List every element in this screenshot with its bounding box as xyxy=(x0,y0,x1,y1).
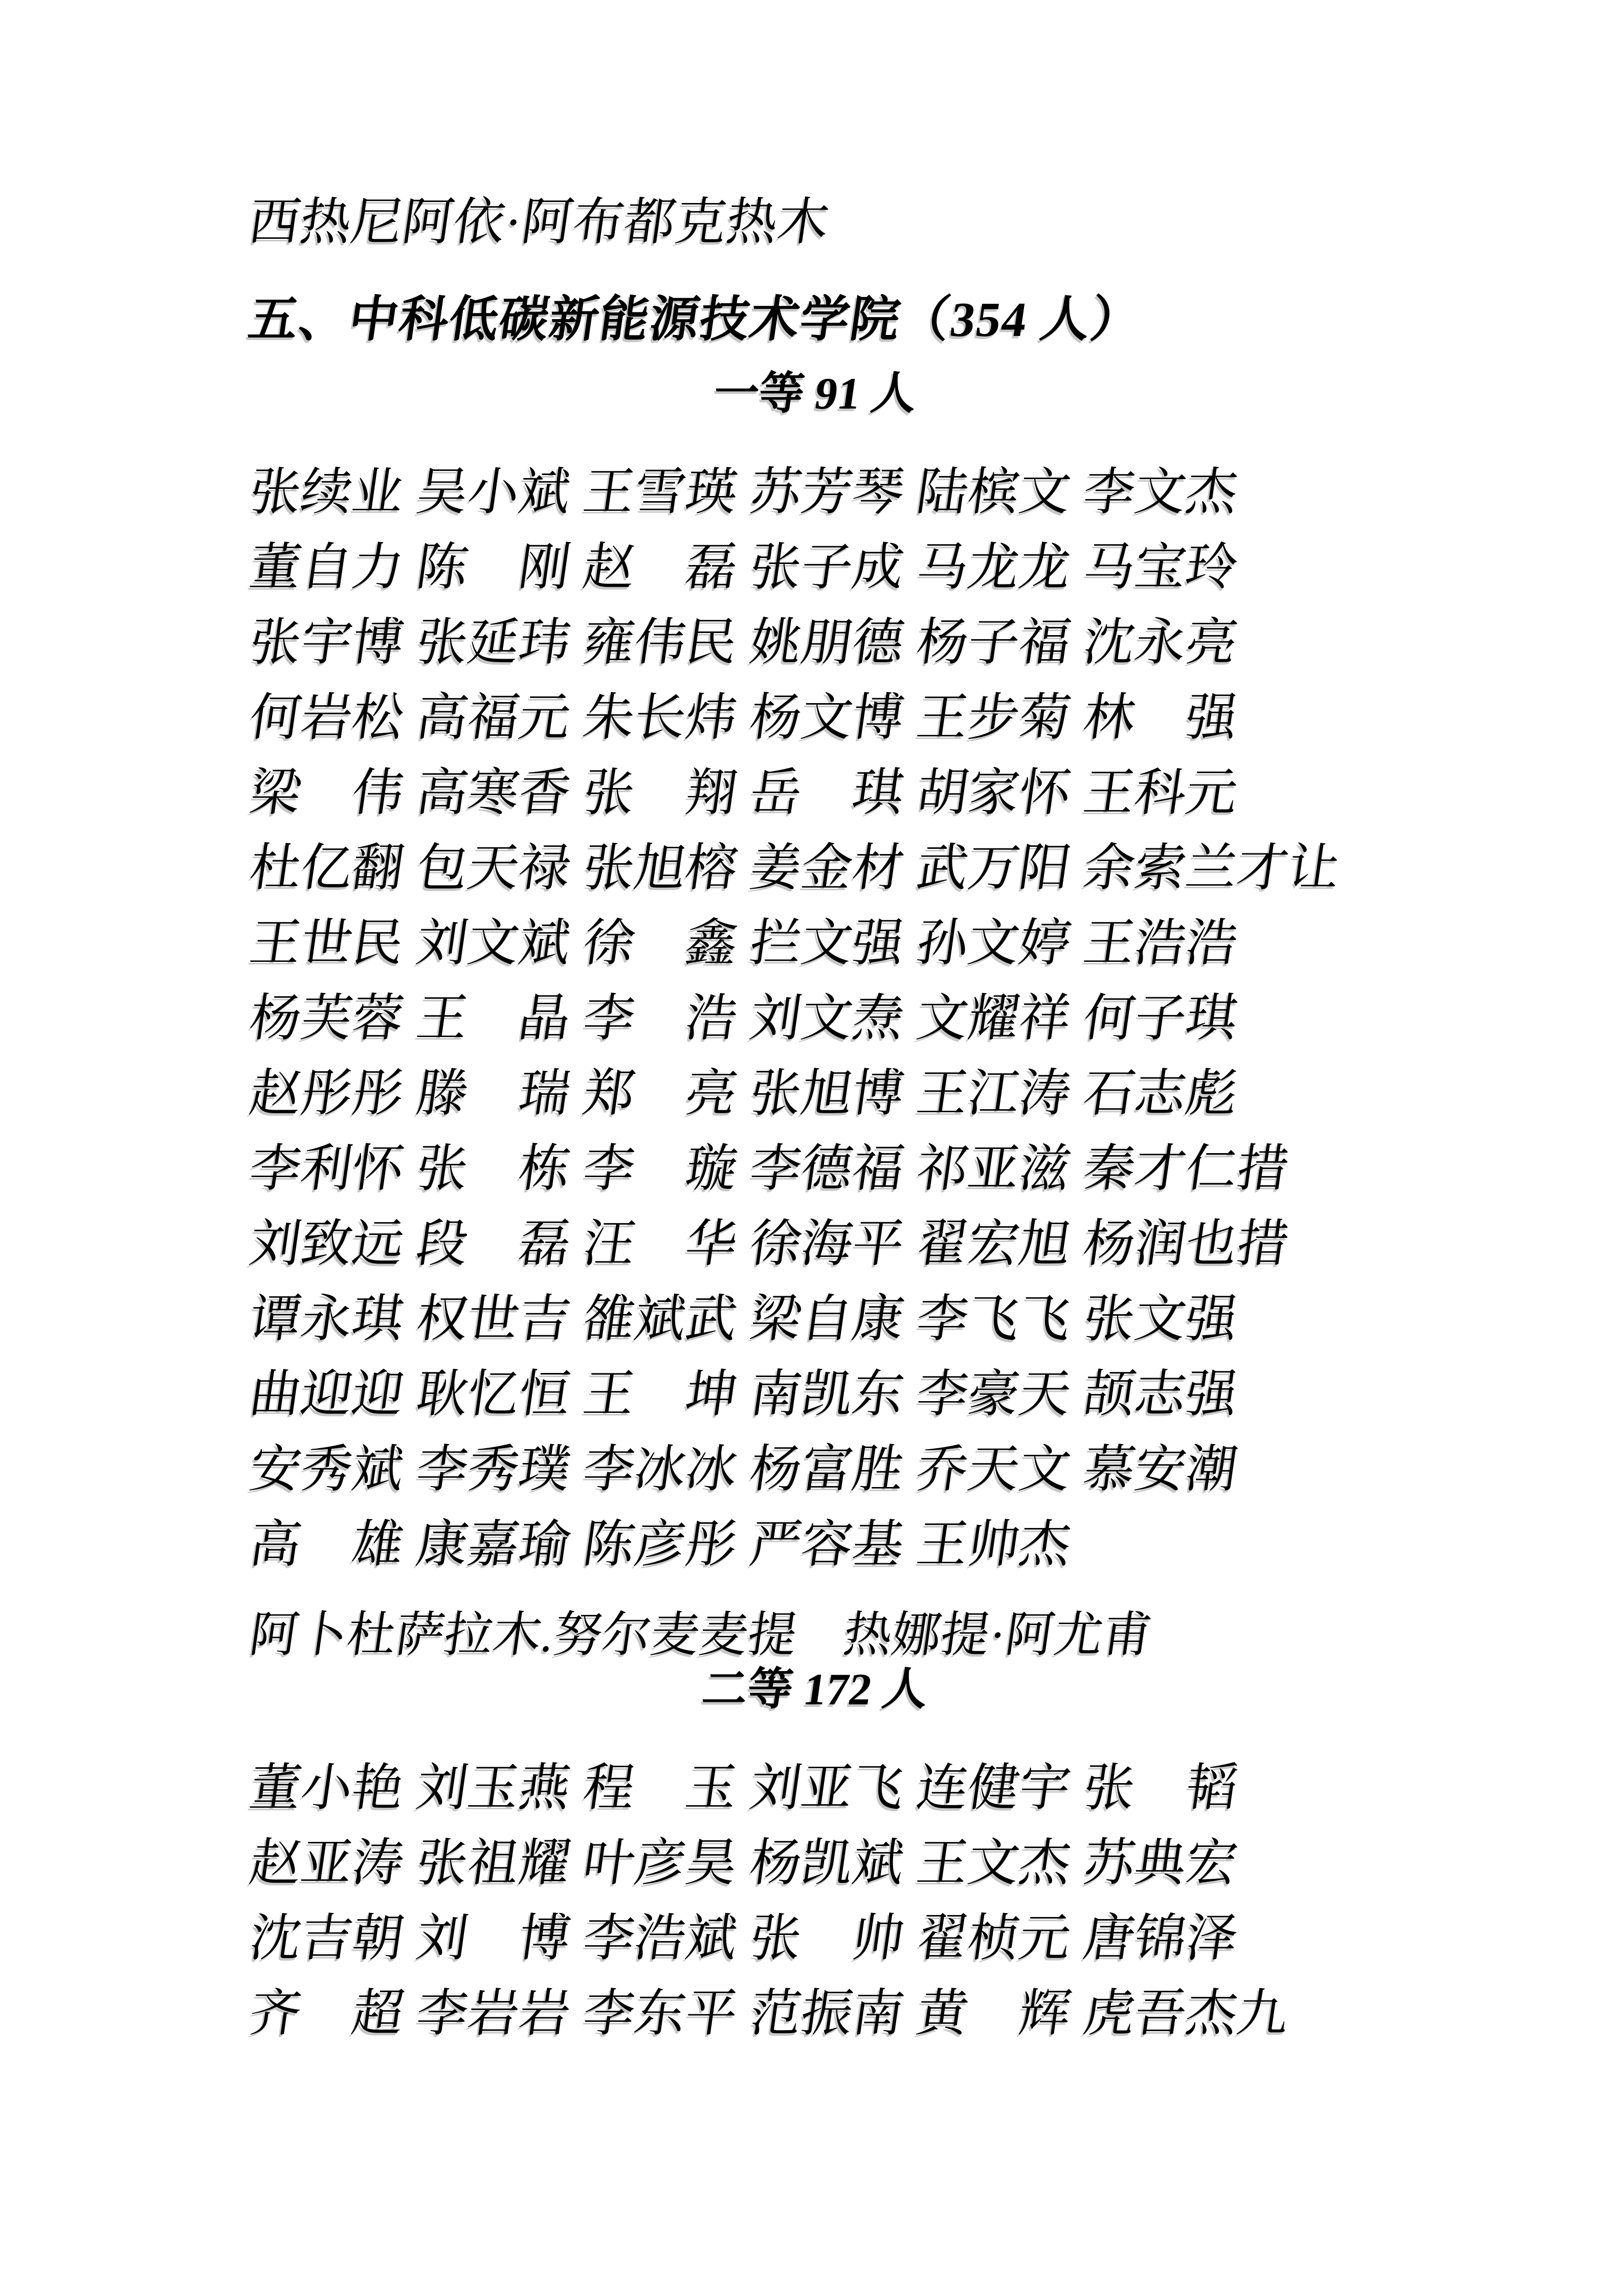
student-name: 马宝玲 xyxy=(1080,539,1241,596)
student-name: 王步菊 xyxy=(913,689,1075,747)
student-name: 南凯东 xyxy=(746,1366,908,1423)
group-header-second-class: 二等 172 人 xyxy=(699,1665,931,1715)
group-second-class xyxy=(246,1665,1471,2046)
student-name: 王浩浩 xyxy=(1080,915,1241,972)
student-name: 李浩斌 xyxy=(580,1910,741,1967)
student-name: 徐海平 xyxy=(746,1215,908,1273)
student-name: 张延玮 xyxy=(413,614,574,671)
student-name: 秦才仁措 xyxy=(1080,1140,1293,1198)
student-name: 胡家怀 xyxy=(913,764,1075,822)
name-row xyxy=(246,600,1481,675)
student-name: 吴小斌 xyxy=(413,464,574,521)
student-name: 文耀祥 xyxy=(913,990,1075,1047)
student-name: 郑 亮 xyxy=(580,1065,741,1122)
name-row xyxy=(246,1745,1481,1820)
name-row xyxy=(246,1502,1481,1577)
orphan-name-line: 西热尼阿依·阿布都克热木 xyxy=(245,194,833,251)
student-name: 马龙龙 xyxy=(913,539,1075,596)
student-name: 姜金材 xyxy=(746,840,908,897)
student-name: 苏典宏 xyxy=(1080,1835,1241,1892)
student-name: 何子琪 xyxy=(1080,990,1241,1047)
name-row xyxy=(246,1971,1481,2046)
student-name: 李秀璞 xyxy=(413,1441,574,1498)
name-list-first-class xyxy=(246,449,1471,1668)
student-name: 梁自康 xyxy=(746,1291,908,1348)
student-name: 张 栋 xyxy=(413,1140,574,1198)
student-name: 段 磊 xyxy=(413,1215,574,1273)
student-name: 苏芳琴 xyxy=(746,464,908,521)
name-row xyxy=(246,750,1481,825)
student-name: 张子成 xyxy=(746,539,908,596)
name-row xyxy=(246,1427,1481,1502)
student-name: 王文杰 xyxy=(913,1835,1075,1892)
student-name: 何岩松 xyxy=(246,689,408,747)
student-name: 雍伟民 xyxy=(580,614,741,671)
student-name: 慕安潮 xyxy=(1080,1441,1241,1498)
student-name: 曲迎迎 xyxy=(246,1366,408,1423)
student-name: 杨子福 xyxy=(913,614,1075,671)
student-name: 刘亚飞 xyxy=(746,1760,908,1817)
student-name: 梁 伟 xyxy=(246,764,408,822)
student-name: 李东平 xyxy=(580,1985,741,2042)
student-name: 张旭博 xyxy=(746,1065,908,1122)
name-row xyxy=(246,1201,1481,1276)
student-name: 乔天文 xyxy=(913,1441,1075,1498)
student-name: 王雪瑛 xyxy=(580,464,741,521)
name-row xyxy=(246,1592,1481,1668)
student-name: 翟宏旭 xyxy=(913,1215,1075,1273)
student-name: 陆槟文 xyxy=(913,464,1075,521)
student-name: 张 帅 xyxy=(746,1910,908,1967)
name-row xyxy=(246,1896,1481,1971)
name-row xyxy=(246,976,1481,1051)
student-name: 刘致远 xyxy=(246,1215,408,1273)
student-name: 余索兰才让 xyxy=(1080,840,1344,897)
name-row xyxy=(246,525,1481,600)
student-name: 高 雄 xyxy=(246,1516,408,1573)
student-name: 沈永亮 xyxy=(1080,614,1241,671)
student-name: 严容基 xyxy=(746,1516,908,1573)
student-name: 翟桢元 xyxy=(913,1910,1075,1967)
student-name: 王 晶 xyxy=(413,990,574,1047)
student-name: 李德福 xyxy=(746,1140,908,1198)
name-row xyxy=(246,675,1481,750)
student-name: 汪 华 xyxy=(580,1215,741,1273)
student-name: 祁亚滋 xyxy=(913,1140,1075,1198)
student-name: 包天禄 xyxy=(413,840,574,897)
student-name: 耿忆恒 xyxy=(413,1366,574,1423)
student-name: 连健宇 xyxy=(913,1760,1075,1817)
name-row xyxy=(246,1820,1481,1896)
student-name: 刘文焘 xyxy=(746,990,908,1047)
student-name: 谭永琪 xyxy=(246,1291,408,1348)
student-name: 杨润也措 xyxy=(1080,1215,1293,1273)
student-name: 范振南 xyxy=(746,1985,908,2042)
student-name: 张宇博 xyxy=(246,614,408,671)
name-row xyxy=(246,1126,1481,1201)
student-name: 董自力 xyxy=(246,539,408,596)
name-row xyxy=(246,825,1481,901)
student-name: 滕 瑞 xyxy=(413,1065,574,1122)
name-row xyxy=(246,901,1481,976)
student-name: 董小艳 xyxy=(246,1760,408,1817)
student-name: 高福元 xyxy=(413,689,574,747)
student-name: 赵彤彤 xyxy=(246,1065,408,1122)
student-name: 张文强 xyxy=(1080,1291,1241,1348)
student-name: 虎吾杰九 xyxy=(1080,1985,1293,2042)
section-title: 五、中科低碳新能源技术学院（354 人） xyxy=(245,292,1145,347)
student-name: 齐 超 xyxy=(246,1985,408,2042)
student-name: 武万阳 xyxy=(913,840,1075,897)
student-name: 阿卜杜萨拉木.努尔麦麦提 xyxy=(246,1607,801,1662)
student-name: 赵亚涛 xyxy=(246,1835,408,1892)
student-name: 颉志强 xyxy=(1080,1366,1241,1423)
student-name: 刘玉燕 xyxy=(413,1760,574,1817)
student-name: 李冰冰 xyxy=(580,1441,741,1498)
student-name: 雒斌武 xyxy=(580,1291,741,1348)
group-header-first-class: 一等 91 人 xyxy=(710,369,920,419)
student-name: 姚朋德 xyxy=(746,614,908,671)
student-name: 李飞飞 xyxy=(913,1291,1075,1348)
student-name: 张祖耀 xyxy=(413,1835,574,1892)
student-name: 石志彪 xyxy=(1080,1065,1241,1122)
student-name: 王帅杰 xyxy=(913,1516,1075,1573)
student-name: 李文杰 xyxy=(1080,464,1241,521)
name-list-second-class xyxy=(246,1745,1471,2046)
student-name: 张旭榕 xyxy=(580,840,741,897)
student-name: 叶彦昊 xyxy=(580,1835,741,1892)
student-name: 刘 博 xyxy=(413,1910,574,1967)
student-name: 安秀斌 xyxy=(246,1441,408,1498)
student-name: 黄 辉 xyxy=(913,1985,1075,2042)
student-name: 拦文强 xyxy=(746,915,908,972)
student-name: 康嘉瑜 xyxy=(413,1516,574,1573)
student-name: 张 翔 xyxy=(580,764,741,822)
student-name: 林 强 xyxy=(1080,689,1241,747)
student-name: 杨芙蓉 xyxy=(246,990,408,1047)
student-name: 朱长炜 xyxy=(580,689,741,747)
name-row xyxy=(246,449,1481,525)
student-name: 高寒香 xyxy=(413,764,574,822)
student-name: 唐锦泽 xyxy=(1080,1910,1241,1967)
student-name: 孙文婷 xyxy=(913,915,1075,972)
student-name: 热娜提·阿尤甫 xyxy=(840,1607,1155,1662)
student-name: 李 浩 xyxy=(580,990,741,1047)
student-name: 张续业 xyxy=(246,464,408,521)
student-name: 王世民 xyxy=(246,915,408,972)
student-name: 岳 琪 xyxy=(746,764,908,822)
student-name: 杜亿翻 xyxy=(246,840,408,897)
student-name: 陈彦彤 xyxy=(580,1516,741,1573)
student-name: 王江涛 xyxy=(913,1065,1075,1122)
student-name: 杨富胜 xyxy=(746,1441,908,1498)
student-name: 王科元 xyxy=(1080,764,1241,822)
group-first-class xyxy=(246,369,1471,1668)
student-name: 李岩岩 xyxy=(413,1985,574,2042)
student-name: 李利怀 xyxy=(246,1140,408,1198)
student-name: 赵 磊 xyxy=(580,539,741,596)
name-row xyxy=(246,1352,1481,1427)
student-name: 张 韬 xyxy=(1080,1760,1241,1817)
student-name: 沈吉朝 xyxy=(246,1910,408,1967)
student-name: 杨凯斌 xyxy=(746,1835,908,1892)
name-row xyxy=(246,1051,1481,1126)
student-name: 刘文斌 xyxy=(413,915,574,972)
student-name: 权世吉 xyxy=(413,1291,574,1348)
student-name: 程 玉 xyxy=(580,1760,741,1817)
student-name: 陈 刚 xyxy=(413,539,574,596)
student-name: 徐 鑫 xyxy=(580,915,741,972)
student-name: 王 坤 xyxy=(580,1366,741,1423)
student-name: 杨文博 xyxy=(746,689,908,747)
student-name: 李豪天 xyxy=(913,1366,1075,1423)
name-row xyxy=(246,1276,1481,1352)
student-name: 李 璇 xyxy=(580,1140,741,1198)
